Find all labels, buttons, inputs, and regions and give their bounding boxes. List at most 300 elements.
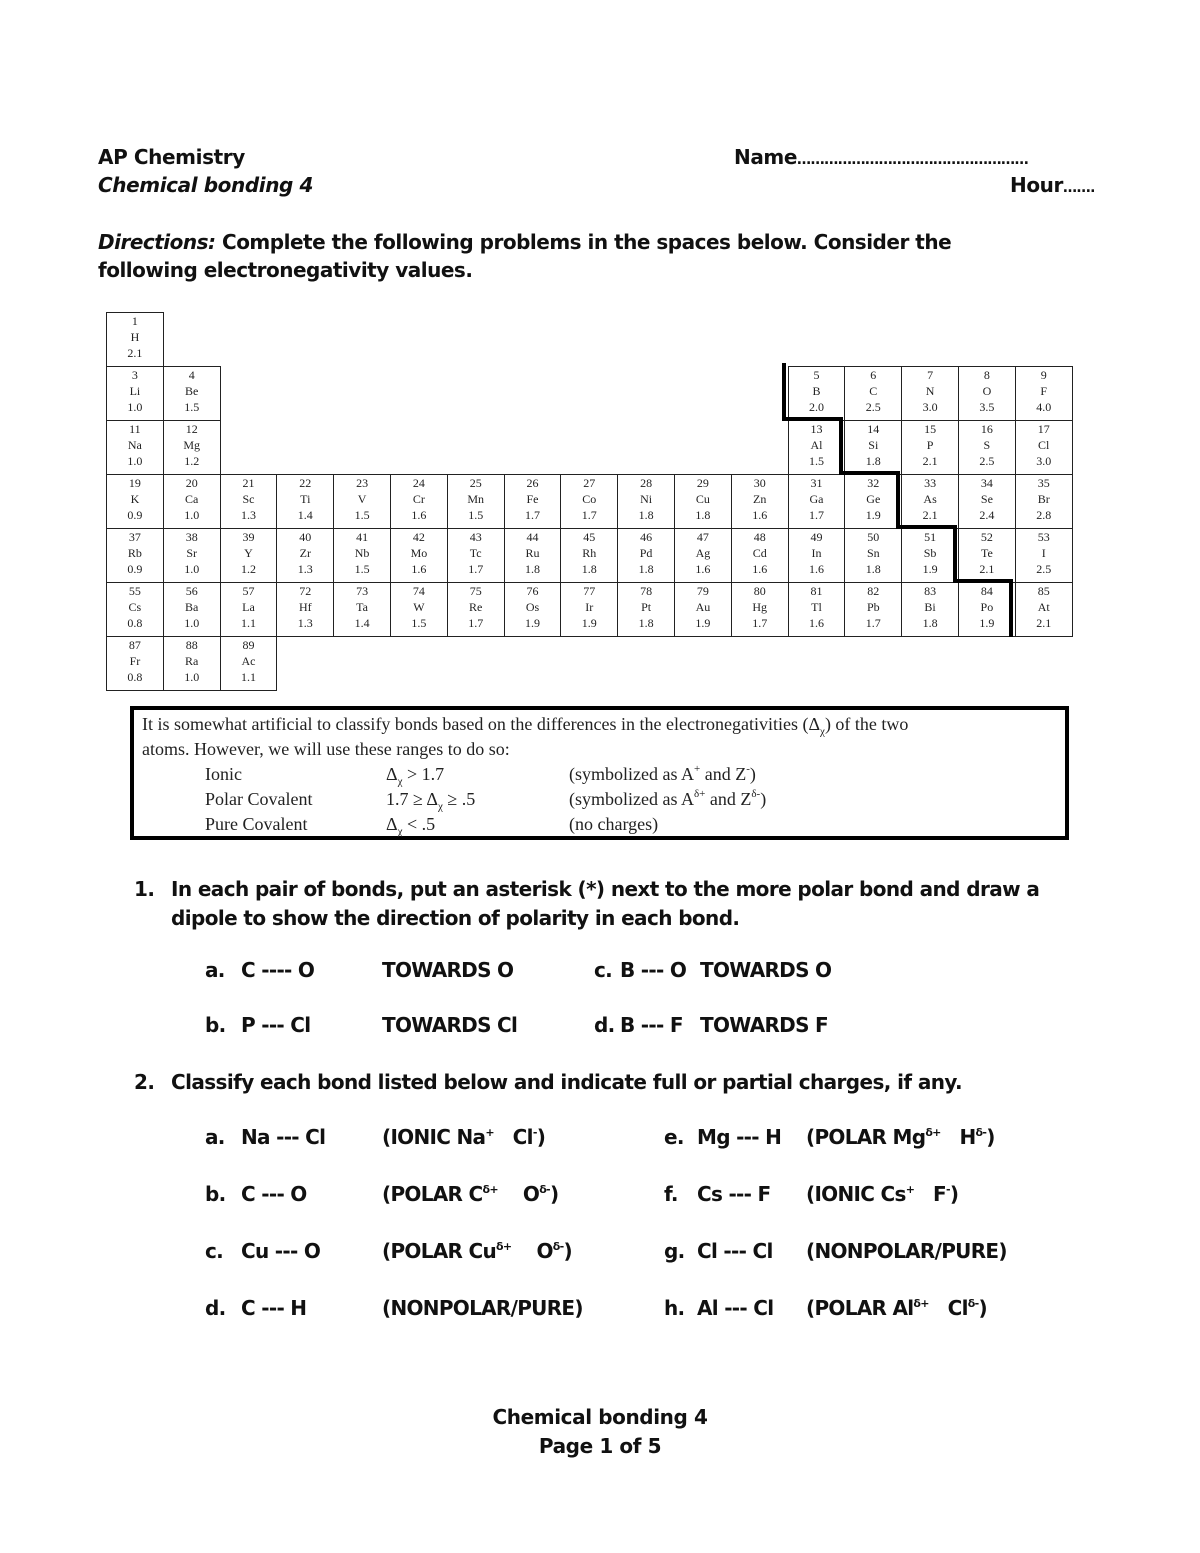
ranges-intro-line1 xyxy=(142,714,908,738)
element-electronegativity: 1.4 xyxy=(354,616,370,630)
element-number: 34 xyxy=(980,476,993,490)
element-symbol: Cr xyxy=(412,492,425,506)
q1-bond: P --- Cl xyxy=(241,1013,311,1037)
element-electronegativity: 0.9 xyxy=(127,508,143,522)
element-electronegativity: 1.5 xyxy=(808,454,824,468)
q2-item-letter: c. xyxy=(205,1239,224,1263)
element-cell xyxy=(844,420,902,475)
q1-number: 1. xyxy=(134,877,155,901)
charge-sup: δ- xyxy=(967,1297,979,1310)
course-title: AP Chemistry xyxy=(98,145,245,169)
element-number: 55 xyxy=(128,584,141,598)
charge-sup: δ+ xyxy=(925,1126,941,1139)
element-cell xyxy=(788,474,846,529)
element-electronegativity: 0.8 xyxy=(127,616,143,630)
bond-ranges-box xyxy=(130,706,1069,840)
element-electronegativity: 1.0 xyxy=(184,562,200,576)
metalloid-divider xyxy=(839,417,843,473)
charge-sup: + xyxy=(485,1126,494,1139)
chi-subscript: χ xyxy=(820,725,825,738)
q2-bond: Cs --- F xyxy=(697,1182,771,1206)
answer-mid: O xyxy=(511,1239,553,1263)
element-number: 27 xyxy=(583,476,596,490)
element-cell xyxy=(504,528,562,583)
charge-sup: δ- xyxy=(539,1183,550,1196)
element-number: 41 xyxy=(356,530,369,544)
q2-text: Classify each bond listed below and indicate full or partial charges, if any. xyxy=(171,1070,962,1094)
element-cell xyxy=(106,636,164,691)
element-electronegativity: 1.8 xyxy=(865,454,881,468)
element-number: 4 xyxy=(188,368,195,382)
element-symbol: Pb xyxy=(866,600,880,614)
element-cell xyxy=(1015,366,1073,421)
element-number: 48 xyxy=(753,530,766,544)
q1-item-letter: a. xyxy=(205,958,225,982)
element-symbol: Ca xyxy=(185,492,199,506)
element-symbol: Mg xyxy=(183,438,201,452)
q2-item-letter: b. xyxy=(205,1182,226,1206)
element-symbol: Sc xyxy=(242,492,255,506)
answer-label: (POLAR C xyxy=(382,1182,483,1206)
charge-sup: δ+ xyxy=(482,1183,498,1196)
element-cell xyxy=(390,474,448,529)
name-label: Name xyxy=(734,145,798,169)
element-cell xyxy=(901,528,959,583)
element-cell xyxy=(163,582,221,637)
element-symbol: Sb xyxy=(923,546,937,560)
element-cell xyxy=(1015,474,1073,529)
q2-answer xyxy=(806,1182,958,1206)
element-electronegativity: 1.5 xyxy=(354,562,370,576)
page-number: Page 1 of 5 xyxy=(538,1434,662,1458)
answer-end: ) xyxy=(949,1182,959,1206)
element-cell xyxy=(617,582,675,637)
element-number: 42 xyxy=(412,530,425,544)
element-electronegativity: 1.6 xyxy=(695,562,711,576)
charge-sup: δ+ xyxy=(913,1297,929,1310)
element-symbol: Zr xyxy=(299,546,311,560)
element-symbol: B xyxy=(812,384,821,398)
element-number: 77 xyxy=(583,584,596,598)
range-post: > 1.7 xyxy=(402,764,445,784)
q2-answer xyxy=(382,1296,583,1320)
symbol-sup: + xyxy=(693,763,701,775)
q1-item-letter: c. xyxy=(594,958,613,982)
element-electronegativity: 1.9 xyxy=(865,508,881,522)
answer-label: (IONIC Na xyxy=(382,1125,486,1149)
element-cell xyxy=(788,528,846,583)
element-cell xyxy=(1015,528,1073,583)
element-symbol: Rb xyxy=(127,546,142,560)
answer-label: (NONPOLAR/PURE) xyxy=(382,1296,583,1320)
element-electronegativity: 2.5 xyxy=(865,400,881,414)
element-cell xyxy=(106,420,164,475)
element-cell xyxy=(106,528,164,583)
q1-answer: TOWARDS O xyxy=(700,958,832,982)
element-symbol: S xyxy=(983,438,991,452)
element-electronegativity: 1.6 xyxy=(411,508,427,522)
element-electronegativity: 1.6 xyxy=(411,562,427,576)
element-symbol: Te xyxy=(980,546,993,560)
element-number: 17 xyxy=(1037,422,1050,436)
element-cell xyxy=(106,474,164,529)
element-cell xyxy=(844,366,902,421)
element-number: 15 xyxy=(924,422,937,436)
element-electronegativity: 1.5 xyxy=(354,508,370,522)
element-symbol: Cs xyxy=(128,600,142,614)
element-number: 78 xyxy=(640,584,653,598)
ranges-intro-text: It is somewhat artificial to classify bonds based on the differences in the electronegativities (Δ xyxy=(142,714,821,734)
element-electronegativity: 1.7 xyxy=(524,508,540,522)
element-cell xyxy=(447,582,505,637)
element-number: 23 xyxy=(356,476,369,490)
element-cell xyxy=(674,582,732,637)
element-cell xyxy=(276,528,334,583)
answer-end: ) xyxy=(536,1125,546,1149)
element-number: 74 xyxy=(412,584,425,598)
element-electronegativity: 2.0 xyxy=(808,400,824,414)
element-cell xyxy=(163,528,221,583)
element-cell xyxy=(788,582,846,637)
element-number: 44 xyxy=(526,530,539,544)
element-symbol: Ba xyxy=(185,600,199,614)
element-number: 88 xyxy=(185,638,198,652)
element-symbol: Os xyxy=(525,600,540,614)
element-electronegativity: 2.4 xyxy=(979,508,995,522)
element-number: 38 xyxy=(185,530,198,544)
element-symbol: Br xyxy=(1037,492,1050,506)
q1-text: In each pair of bonds, put an asterisk (*) next to the more polar bond and draw a dipole to show the direction of polarity in each bond. xyxy=(171,877,1040,930)
element-electronegativity: 1.7 xyxy=(865,616,881,630)
element-number: 29 xyxy=(696,476,709,490)
element-cell xyxy=(163,420,221,475)
element-symbol: In xyxy=(811,546,822,560)
element-symbol: Ag xyxy=(695,546,711,560)
element-cell xyxy=(560,474,618,529)
element-number: 43 xyxy=(469,530,482,544)
element-cell xyxy=(220,474,278,529)
q2-answer xyxy=(382,1239,572,1263)
element-electronegativity: 1.8 xyxy=(638,562,654,576)
bond-type: Ionic xyxy=(205,764,242,784)
element-cell xyxy=(390,528,448,583)
element-cell xyxy=(788,366,846,421)
element-cell xyxy=(617,474,675,529)
element-electronegativity: 2.1 xyxy=(127,346,143,360)
element-electronegativity: 1.9 xyxy=(695,616,711,630)
element-cell xyxy=(901,420,959,475)
q1-bond: C ---- O xyxy=(241,958,315,982)
element-cell xyxy=(844,474,902,529)
element-electronegativity: 2.5 xyxy=(1036,562,1052,576)
element-electronegativity: 1.5 xyxy=(411,616,427,630)
element-electronegativity: 1.1 xyxy=(240,670,256,684)
element-electronegativity: 1.8 xyxy=(524,562,540,576)
element-number: 84 xyxy=(980,584,993,598)
bond-range xyxy=(386,789,475,813)
element-cell xyxy=(901,474,959,529)
element-symbol: Y xyxy=(244,546,253,560)
element-electronegativity: 2.8 xyxy=(1036,508,1052,522)
q2-answer xyxy=(806,1125,995,1149)
element-number: 32 xyxy=(867,476,880,490)
element-electronegativity: 1.8 xyxy=(695,508,711,522)
element-cell xyxy=(674,528,732,583)
element-symbol: Mn xyxy=(467,492,485,506)
element-cell xyxy=(220,636,278,691)
element-electronegativity: 2.1 xyxy=(979,562,995,576)
element-symbol: W xyxy=(413,600,425,614)
element-cell xyxy=(731,528,789,583)
element-symbol: Nb xyxy=(354,546,370,560)
element-cell xyxy=(674,474,732,529)
q2-item-letter: d. xyxy=(205,1296,226,1320)
element-electronegativity: 1.9 xyxy=(581,616,597,630)
metalloid-divider xyxy=(953,525,957,581)
directions-label: Directions: xyxy=(98,230,216,254)
element-electronegativity: 1.0 xyxy=(184,670,200,684)
element-electronegativity: 2.5 xyxy=(979,454,995,468)
chi-subscript: χ xyxy=(397,775,403,788)
element-cell xyxy=(276,582,334,637)
charge-sup: δ- xyxy=(975,1126,987,1139)
element-symbol: Au xyxy=(695,600,711,614)
element-cell xyxy=(106,312,164,367)
q2-number: 2. xyxy=(134,1070,155,1094)
element-number: 40 xyxy=(299,530,312,544)
element-cell xyxy=(1015,582,1073,637)
element-number: 80 xyxy=(753,584,766,598)
element-symbol: Zn xyxy=(753,492,767,506)
element-cell xyxy=(333,582,391,637)
q2-item-letter: g. xyxy=(664,1239,685,1263)
symbol-mid: and Z xyxy=(700,764,747,784)
element-symbol: As xyxy=(923,492,937,506)
element-electronegativity: 1.2 xyxy=(184,454,200,468)
element-symbol: Se xyxy=(980,492,993,506)
q2-answer xyxy=(806,1296,987,1320)
answer-label: (POLAR Cu xyxy=(382,1239,497,1263)
element-cell xyxy=(901,366,959,421)
bond-range xyxy=(386,814,435,838)
charge-sup: + xyxy=(905,1183,915,1196)
element-number: 1 xyxy=(131,314,138,328)
element-number: 26 xyxy=(526,476,539,490)
element-cell xyxy=(220,582,278,637)
element-number: 7 xyxy=(927,368,934,382)
element-symbol: Hf xyxy=(298,600,312,614)
element-symbol: Li xyxy=(129,384,141,398)
element-number: 87 xyxy=(128,638,141,652)
element-electronegativity: 0.8 xyxy=(127,670,143,684)
symbol-pre: (no charges) xyxy=(569,814,659,834)
element-cell xyxy=(731,582,789,637)
metalloid-divider xyxy=(839,471,898,475)
element-electronegativity: 3.0 xyxy=(922,400,938,414)
element-electronegativity: 1.6 xyxy=(752,508,768,522)
element-cell xyxy=(901,582,959,637)
element-electronegativity: 1.9 xyxy=(922,562,938,576)
element-number: 57 xyxy=(242,584,255,598)
element-symbol: Cu xyxy=(695,492,710,506)
answer-end: ) xyxy=(986,1125,995,1149)
q2-bond: C --- O xyxy=(241,1182,307,1206)
element-electronegativity: 1.8 xyxy=(638,508,654,522)
element-symbol: La xyxy=(242,600,255,614)
element-number: 21 xyxy=(242,476,255,490)
element-number: 11 xyxy=(129,422,141,436)
q1-item-letter: b. xyxy=(205,1013,226,1037)
element-electronegativity: 3.0 xyxy=(1036,454,1052,468)
element-symbol: Co xyxy=(582,492,597,506)
answer-end: ) xyxy=(549,1182,559,1206)
element-symbol: Tc xyxy=(469,546,482,560)
element-electronegativity: 1.8 xyxy=(581,562,597,576)
q2-item-letter: h. xyxy=(664,1296,685,1320)
charge-sup: - xyxy=(945,1183,950,1196)
name-field xyxy=(734,145,1028,169)
element-electronegativity: 1.1 xyxy=(240,616,256,630)
element-electronegativity: 1.7 xyxy=(752,616,768,630)
q1-bond: B --- O xyxy=(620,958,687,982)
element-cell xyxy=(958,474,1016,529)
answer-label: (POLAR Mg xyxy=(806,1125,926,1149)
element-number: 30 xyxy=(753,476,766,490)
element-electronegativity: 1.3 xyxy=(297,562,313,576)
q1-item-letter: d. xyxy=(594,1013,615,1037)
charge-symbol xyxy=(569,789,766,810)
hour-field xyxy=(1010,173,1095,197)
name-blank: …………………………………………… xyxy=(797,152,1029,168)
element-number: 50 xyxy=(867,530,880,544)
element-number: 46 xyxy=(640,530,653,544)
q2-bond: C --- H xyxy=(241,1296,307,1320)
element-number: 53 xyxy=(1037,530,1050,544)
element-cell xyxy=(560,582,618,637)
element-number: 6 xyxy=(870,368,877,382)
element-number: 49 xyxy=(810,530,823,544)
chi-subscript: χ xyxy=(397,825,403,838)
symbol-sup: - xyxy=(746,763,750,775)
directions xyxy=(98,228,1018,284)
element-symbol: Fe xyxy=(526,492,539,506)
element-symbol: Hg xyxy=(752,600,768,614)
element-number: 33 xyxy=(924,476,937,490)
element-symbol: Ga xyxy=(809,492,824,506)
element-cell xyxy=(390,582,448,637)
element-number: 82 xyxy=(867,584,880,598)
element-symbol: Tl xyxy=(811,600,822,614)
element-electronegativity: 1.7 xyxy=(468,616,484,630)
element-number: 35 xyxy=(1037,476,1050,490)
element-symbol: Al xyxy=(810,438,823,452)
bond-type: Polar Covalent xyxy=(205,789,313,809)
element-symbol: Po xyxy=(980,600,994,614)
answer-mid: H xyxy=(940,1125,976,1149)
element-number: 14 xyxy=(867,422,880,436)
element-symbol: Ni xyxy=(640,492,653,506)
element-number: 89 xyxy=(242,638,255,652)
metalloid-divider xyxy=(953,579,1012,583)
metalloid-divider xyxy=(782,417,841,421)
element-cell xyxy=(504,474,562,529)
q2-item-letter: f. xyxy=(664,1182,678,1206)
symbol-sup: δ- xyxy=(751,788,761,800)
element-electronegativity: 1.2 xyxy=(240,562,256,576)
element-electronegativity: 1.4 xyxy=(297,508,313,522)
q1-answer: TOWARDS Cl xyxy=(382,1013,518,1037)
charge-sup: - xyxy=(532,1126,537,1139)
answer-label: (NONPOLAR/PURE) xyxy=(806,1239,1007,1263)
directions-text: Complete the following problems in the spaces below. Consider the following electronegativity values. xyxy=(98,230,952,282)
element-symbol: Fr xyxy=(129,654,141,668)
hour-blank: ……. xyxy=(1062,180,1096,196)
element-electronegativity: 1.0 xyxy=(184,616,200,630)
element-symbol: H xyxy=(130,330,140,344)
q1-bond: B --- F xyxy=(620,1013,683,1037)
element-cell xyxy=(106,366,164,421)
element-symbol: At xyxy=(1037,600,1050,614)
element-symbol: Mo xyxy=(410,546,428,560)
element-number: 5 xyxy=(813,368,820,382)
element-symbol: C xyxy=(869,384,878,398)
range-pre: 1.7 ≥ Δ xyxy=(386,789,438,809)
element-number: 85 xyxy=(1037,584,1050,598)
element-electronegativity: 1.5 xyxy=(184,400,200,414)
ranges-intro-line2: atoms. However, we will use these ranges to do so: xyxy=(142,739,510,759)
range-pre: Δ xyxy=(386,814,398,834)
symbol-sup: δ+ xyxy=(693,788,706,800)
answer-mid: F xyxy=(914,1182,946,1206)
element-symbol: K xyxy=(130,492,140,506)
element-number: 24 xyxy=(412,476,425,490)
symbol-pre: (symbolized as A xyxy=(569,764,694,784)
metalloid-divider xyxy=(782,363,786,419)
range-post: ≥ .5 xyxy=(442,789,476,809)
element-symbol: Ir xyxy=(585,600,594,614)
element-electronegativity: 1.8 xyxy=(865,562,881,576)
q2-bond: Mg --- H xyxy=(697,1125,782,1149)
element-electronegativity: 1.6 xyxy=(752,562,768,576)
element-cell xyxy=(617,528,675,583)
metalloid-divider xyxy=(896,525,955,529)
element-symbol: Ru xyxy=(525,546,540,560)
charge-symbol xyxy=(569,764,756,785)
q2-item-letter: e. xyxy=(664,1125,684,1149)
element-number: 76 xyxy=(526,584,539,598)
element-symbol: Cl xyxy=(1038,438,1050,452)
element-symbol: Ge xyxy=(866,492,881,506)
element-number: 22 xyxy=(299,476,312,490)
element-electronegativity: 1.0 xyxy=(127,400,143,414)
element-electronegativity: 0.9 xyxy=(127,562,143,576)
element-number: 37 xyxy=(128,530,141,544)
element-symbol: Ti xyxy=(300,492,311,506)
element-electronegativity: 1.0 xyxy=(127,454,143,468)
element-cell xyxy=(958,366,1016,421)
element-cell xyxy=(788,420,846,475)
element-cell xyxy=(958,420,1016,475)
charge-sup: δ- xyxy=(552,1240,564,1253)
element-number: 83 xyxy=(924,584,937,598)
q1-answer: TOWARDS O xyxy=(382,958,514,982)
element-electronegativity: 1.7 xyxy=(468,562,484,576)
q2-item-letter: a. xyxy=(205,1125,225,1149)
element-symbol: Pt xyxy=(641,600,652,614)
metalloid-divider xyxy=(896,471,900,527)
element-cell xyxy=(958,582,1016,637)
element-cell xyxy=(447,474,505,529)
